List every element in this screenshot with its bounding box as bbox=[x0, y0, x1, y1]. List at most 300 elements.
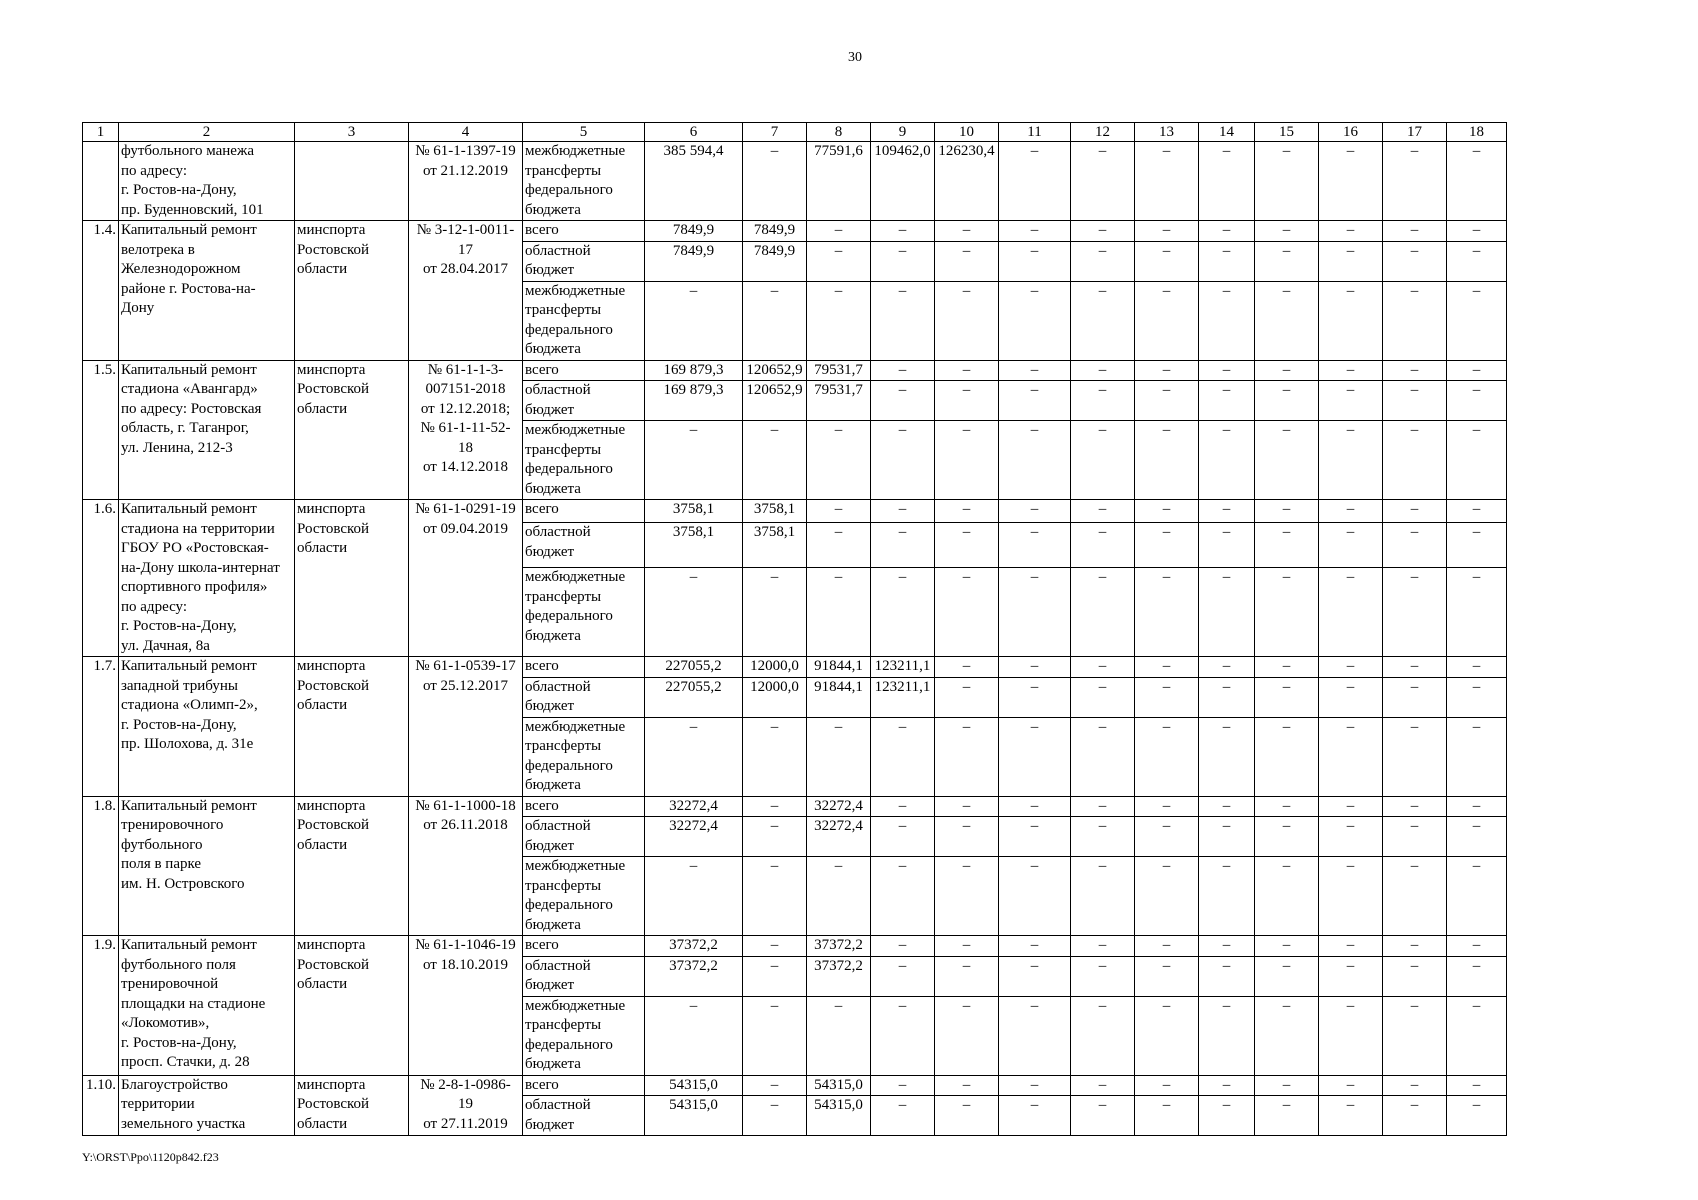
empty-value-cell: – bbox=[1319, 523, 1383, 568]
empty-value-cell: – bbox=[871, 796, 935, 817]
item-name: Капитальный ремонт велотрека в Железнодорожном районе г. Ростова-на- Дону bbox=[119, 221, 295, 361]
empty-value-cell: – bbox=[999, 717, 1071, 796]
empty-value-cell: – bbox=[1383, 523, 1447, 568]
empty-value-cell: – bbox=[1319, 796, 1383, 817]
item-number: 1.4. bbox=[83, 221, 119, 361]
empty-value-cell: – bbox=[1255, 221, 1319, 242]
column-header: 5 bbox=[523, 123, 645, 142]
value-cell: 32272,4 bbox=[807, 817, 871, 857]
empty-value-cell: – bbox=[935, 421, 999, 500]
empty-value-cell: – bbox=[935, 956, 999, 996]
column-header: 7 bbox=[743, 123, 807, 142]
empty-value-cell: – bbox=[1199, 1096, 1255, 1136]
empty-value-cell: – bbox=[1447, 857, 1507, 936]
empty-value-cell: – bbox=[1383, 360, 1447, 381]
empty-value-cell: – bbox=[999, 142, 1071, 221]
empty-value-cell: – bbox=[935, 381, 999, 421]
empty-value-cell: – bbox=[1199, 523, 1255, 568]
empty-value-cell: – bbox=[1319, 360, 1383, 381]
empty-value-cell: – bbox=[1255, 996, 1319, 1075]
empty-value-cell: – bbox=[1071, 1075, 1135, 1096]
empty-value-cell: – bbox=[1383, 657, 1447, 678]
empty-value-cell: – bbox=[1135, 796, 1199, 817]
empty-value-cell: – bbox=[1071, 657, 1135, 678]
item-document: № 61-1-0291-19 от 09.04.2019 bbox=[409, 500, 523, 657]
item-document: № 61-1-1397-19 от 21.12.2019 bbox=[409, 142, 523, 221]
funding-source: всего bbox=[523, 221, 645, 242]
empty-value-cell: – bbox=[1135, 142, 1199, 221]
column-header: 4 bbox=[409, 123, 523, 142]
empty-value-cell: – bbox=[1447, 142, 1507, 221]
empty-value-cell: – bbox=[1383, 796, 1447, 817]
empty-value-cell: – bbox=[1135, 996, 1199, 1075]
empty-value-cell: – bbox=[1383, 956, 1447, 996]
table-row bbox=[83, 1075, 1507, 1096]
column-header: 1 bbox=[83, 123, 119, 142]
empty-value-cell: – bbox=[1255, 956, 1319, 996]
column-header: 13 bbox=[1135, 123, 1199, 142]
column-header: 6 bbox=[645, 123, 743, 142]
column-header: 11 bbox=[999, 123, 1071, 142]
value-cell: 3758,1 bbox=[743, 500, 807, 523]
empty-value-cell: – bbox=[1319, 996, 1383, 1075]
empty-value-cell: – bbox=[1071, 421, 1135, 500]
value-cell: 169 879,3 bbox=[645, 381, 743, 421]
empty-value-cell: – bbox=[999, 221, 1071, 242]
empty-value-cell: – bbox=[1071, 956, 1135, 996]
empty-value-cell: – bbox=[743, 796, 807, 817]
table-row bbox=[83, 221, 1507, 242]
empty-value-cell: – bbox=[1383, 1075, 1447, 1096]
empty-value-cell: – bbox=[1071, 1096, 1135, 1136]
empty-value-cell: – bbox=[999, 956, 1071, 996]
empty-value-cell: – bbox=[807, 996, 871, 1075]
empty-value-cell: – bbox=[1071, 142, 1135, 221]
empty-value-cell: – bbox=[743, 281, 807, 360]
empty-value-cell: – bbox=[1255, 360, 1319, 381]
table-row bbox=[83, 360, 1507, 381]
empty-value-cell: – bbox=[1447, 360, 1507, 381]
empty-value-cell: – bbox=[1319, 568, 1383, 657]
empty-value-cell: – bbox=[1319, 500, 1383, 523]
empty-value-cell: – bbox=[871, 1075, 935, 1096]
empty-value-cell: – bbox=[1447, 996, 1507, 1075]
empty-value-cell: – bbox=[1319, 1075, 1383, 1096]
value-cell: 385 594,4 bbox=[645, 142, 743, 221]
item-executor bbox=[295, 142, 409, 221]
table-row bbox=[83, 500, 1507, 523]
empty-value-cell: – bbox=[807, 568, 871, 657]
empty-value-cell: – bbox=[935, 717, 999, 796]
empty-value-cell: – bbox=[1199, 857, 1255, 936]
funding-source: областной бюджет bbox=[523, 677, 645, 717]
empty-value-cell: – bbox=[1255, 142, 1319, 221]
empty-value-cell: – bbox=[1199, 1075, 1255, 1096]
value-cell: 32272,4 bbox=[645, 796, 743, 817]
value-cell: 54315,0 bbox=[807, 1075, 871, 1096]
table-row bbox=[83, 796, 1507, 817]
empty-value-cell: – bbox=[871, 381, 935, 421]
footer-file-path: Y:\ORST\Ppo\1120p842.f23 bbox=[82, 1150, 219, 1164]
funding-source: межбюджетные трансферты федерального бюджета bbox=[523, 996, 645, 1075]
empty-value-cell: – bbox=[999, 568, 1071, 657]
empty-value-cell: – bbox=[1255, 281, 1319, 360]
empty-value-cell: – bbox=[1135, 568, 1199, 657]
empty-value-cell: – bbox=[1135, 1096, 1199, 1136]
item-document: № 61-1-1000-18 от 26.11.2018 bbox=[409, 796, 523, 936]
empty-value-cell: – bbox=[743, 717, 807, 796]
item-executor: минспорта Ростовской области bbox=[295, 657, 409, 797]
empty-value-cell: – bbox=[743, 996, 807, 1075]
empty-value-cell: – bbox=[1255, 796, 1319, 817]
empty-value-cell: – bbox=[1135, 717, 1199, 796]
value-cell: 12000,0 bbox=[743, 657, 807, 678]
empty-value-cell: – bbox=[1199, 956, 1255, 996]
funding-source: областной бюджет bbox=[523, 817, 645, 857]
empty-value-cell: – bbox=[807, 281, 871, 360]
value-cell: 3758,1 bbox=[645, 523, 743, 568]
empty-value-cell: – bbox=[935, 677, 999, 717]
funding-source: всего bbox=[523, 657, 645, 678]
value-cell: 54315,0 bbox=[807, 1096, 871, 1136]
table-row bbox=[83, 657, 1507, 678]
empty-value-cell: – bbox=[807, 421, 871, 500]
item-number bbox=[83, 142, 119, 221]
empty-value-cell: – bbox=[1135, 1075, 1199, 1096]
empty-value-cell: – bbox=[1071, 241, 1135, 281]
empty-value-cell: – bbox=[1383, 568, 1447, 657]
empty-value-cell: – bbox=[999, 817, 1071, 857]
column-header: 17 bbox=[1383, 123, 1447, 142]
empty-value-cell: – bbox=[999, 500, 1071, 523]
empty-value-cell: – bbox=[1383, 142, 1447, 221]
item-number: 1.5. bbox=[83, 360, 119, 500]
empty-value-cell: – bbox=[1319, 221, 1383, 242]
empty-value-cell: – bbox=[999, 1096, 1071, 1136]
empty-value-cell: – bbox=[1319, 677, 1383, 717]
empty-value-cell: – bbox=[1255, 523, 1319, 568]
empty-value-cell: – bbox=[1135, 421, 1199, 500]
empty-value-cell: – bbox=[1447, 221, 1507, 242]
empty-value-cell: – bbox=[743, 142, 807, 221]
funding-source: областной бюджет bbox=[523, 1096, 645, 1136]
empty-value-cell: – bbox=[1135, 360, 1199, 381]
empty-value-cell: – bbox=[1447, 421, 1507, 500]
empty-value-cell: – bbox=[743, 568, 807, 657]
column-header: 2 bbox=[119, 123, 295, 142]
empty-value-cell: – bbox=[807, 241, 871, 281]
value-cell: 3758,1 bbox=[743, 523, 807, 568]
empty-value-cell: – bbox=[999, 677, 1071, 717]
item-number: 1.7. bbox=[83, 657, 119, 797]
empty-value-cell: – bbox=[1447, 717, 1507, 796]
column-header: 10 bbox=[935, 123, 999, 142]
value-cell: 126230,4 bbox=[935, 142, 999, 221]
empty-value-cell: – bbox=[1135, 677, 1199, 717]
empty-value-cell: – bbox=[1255, 677, 1319, 717]
value-cell: 123211,1 bbox=[871, 677, 935, 717]
item-document: № 3-12-1-0011- 17 от 28.04.2017 bbox=[409, 221, 523, 361]
item-executor: минспорта Ростовской области bbox=[295, 936, 409, 1076]
column-header: 12 bbox=[1071, 123, 1135, 142]
empty-value-cell: – bbox=[1447, 936, 1507, 957]
empty-value-cell: – bbox=[871, 241, 935, 281]
empty-value-cell: – bbox=[743, 936, 807, 957]
empty-value-cell: – bbox=[1199, 281, 1255, 360]
empty-value-cell: – bbox=[1447, 657, 1507, 678]
empty-value-cell: – bbox=[935, 221, 999, 242]
empty-value-cell: – bbox=[871, 523, 935, 568]
empty-value-cell: – bbox=[1199, 717, 1255, 796]
value-cell: 32272,4 bbox=[645, 817, 743, 857]
empty-value-cell: – bbox=[807, 717, 871, 796]
empty-value-cell: – bbox=[935, 281, 999, 360]
empty-value-cell: – bbox=[1447, 677, 1507, 717]
empty-value-cell: – bbox=[1199, 360, 1255, 381]
value-cell: 37372,2 bbox=[807, 936, 871, 957]
empty-value-cell: – bbox=[1383, 717, 1447, 796]
column-header: 15 bbox=[1255, 123, 1319, 142]
empty-value-cell: – bbox=[1199, 568, 1255, 657]
column-header: 9 bbox=[871, 123, 935, 142]
empty-value-cell: – bbox=[1135, 500, 1199, 523]
funding-source: областной бюджет bbox=[523, 956, 645, 996]
empty-value-cell: – bbox=[1071, 381, 1135, 421]
empty-value-cell: – bbox=[1199, 817, 1255, 857]
empty-value-cell: – bbox=[1319, 421, 1383, 500]
empty-value-cell: – bbox=[1447, 241, 1507, 281]
empty-value-cell: – bbox=[935, 360, 999, 381]
empty-value-cell: – bbox=[1071, 281, 1135, 360]
item-executor: минспорта Ростовской области bbox=[295, 796, 409, 936]
empty-value-cell: – bbox=[1199, 241, 1255, 281]
value-cell: 120652,9 bbox=[743, 360, 807, 381]
item-name: футбольного манежа по адресу: г. Ростов-на-Дону, пр. Буденновский, 101 bbox=[119, 142, 295, 221]
table-row bbox=[83, 142, 1507, 221]
empty-value-cell: – bbox=[999, 281, 1071, 360]
empty-value-cell: – bbox=[1135, 936, 1199, 957]
empty-value-cell: – bbox=[999, 1075, 1071, 1096]
value-cell: 227055,2 bbox=[645, 657, 743, 678]
empty-value-cell: – bbox=[871, 936, 935, 957]
empty-value-cell: – bbox=[1071, 568, 1135, 657]
item-executor: минспорта Ростовской области bbox=[295, 360, 409, 500]
item-document: № 2-8-1-0986- 19 от 27.11.2019 bbox=[409, 1075, 523, 1136]
empty-value-cell: – bbox=[871, 221, 935, 242]
empty-value-cell: – bbox=[1319, 241, 1383, 281]
empty-value-cell: – bbox=[743, 817, 807, 857]
funding-source: областной бюджет bbox=[523, 523, 645, 568]
empty-value-cell: – bbox=[1255, 421, 1319, 500]
empty-value-cell: – bbox=[1199, 796, 1255, 817]
empty-value-cell: – bbox=[871, 817, 935, 857]
empty-value-cell: – bbox=[743, 1096, 807, 1136]
item-number: 1.8. bbox=[83, 796, 119, 936]
empty-value-cell: – bbox=[807, 500, 871, 523]
empty-value-cell: – bbox=[1319, 142, 1383, 221]
empty-value-cell: – bbox=[645, 717, 743, 796]
value-cell: 7849,9 bbox=[645, 241, 743, 281]
item-document: № 61-1-1-3- 007151-2018 от 12.12.2018; № 61-1-11-52- 18 от 14.12.2018 bbox=[409, 360, 523, 500]
empty-value-cell: – bbox=[1319, 817, 1383, 857]
empty-value-cell: – bbox=[1255, 657, 1319, 678]
empty-value-cell: – bbox=[1199, 500, 1255, 523]
empty-value-cell: – bbox=[1071, 677, 1135, 717]
empty-value-cell: – bbox=[1255, 857, 1319, 936]
empty-value-cell: – bbox=[743, 956, 807, 996]
empty-value-cell: – bbox=[1135, 817, 1199, 857]
empty-value-cell: – bbox=[871, 500, 935, 523]
empty-value-cell: – bbox=[935, 523, 999, 568]
column-header: 16 bbox=[1319, 123, 1383, 142]
empty-value-cell: – bbox=[1447, 281, 1507, 360]
empty-value-cell: – bbox=[1199, 381, 1255, 421]
value-cell: 91844,1 bbox=[807, 677, 871, 717]
empty-value-cell: – bbox=[1135, 381, 1199, 421]
empty-value-cell: – bbox=[1383, 817, 1447, 857]
empty-value-cell: – bbox=[1135, 523, 1199, 568]
funding-source: межбюджетные трансферты федерального бюджета bbox=[523, 281, 645, 360]
empty-value-cell: – bbox=[1255, 241, 1319, 281]
empty-value-cell: – bbox=[1071, 221, 1135, 242]
empty-value-cell: – bbox=[1071, 857, 1135, 936]
empty-value-cell: – bbox=[1447, 1075, 1507, 1096]
empty-value-cell: – bbox=[1383, 241, 1447, 281]
empty-value-cell: – bbox=[871, 857, 935, 936]
empty-value-cell: – bbox=[1135, 281, 1199, 360]
empty-value-cell: – bbox=[1447, 1096, 1507, 1136]
column-header-row bbox=[83, 123, 1507, 142]
empty-value-cell: – bbox=[1199, 996, 1255, 1075]
empty-value-cell: – bbox=[1447, 568, 1507, 657]
empty-value-cell: – bbox=[935, 1075, 999, 1096]
empty-value-cell: – bbox=[999, 857, 1071, 936]
empty-value-cell: – bbox=[1135, 241, 1199, 281]
empty-value-cell: – bbox=[999, 657, 1071, 678]
empty-value-cell: – bbox=[1199, 936, 1255, 957]
empty-value-cell: – bbox=[1199, 142, 1255, 221]
item-name: Капитальный ремонт западной трибуны стадиона «Олимп-2», г. Ростов-на-Дону, пр. Шолохова, д. 31е bbox=[119, 657, 295, 797]
value-cell: 54315,0 bbox=[645, 1075, 743, 1096]
funding-source: областной бюджет bbox=[523, 381, 645, 421]
item-name: Капитальный ремонт тренировочного футбольного поля в парке им. Н. Островского bbox=[119, 796, 295, 936]
empty-value-cell: – bbox=[871, 996, 935, 1075]
empty-value-cell: – bbox=[1255, 500, 1319, 523]
empty-value-cell: – bbox=[935, 657, 999, 678]
empty-value-cell: – bbox=[871, 360, 935, 381]
empty-value-cell: – bbox=[1071, 500, 1135, 523]
empty-value-cell: – bbox=[935, 1096, 999, 1136]
item-executor: минспорта Ростовской области bbox=[295, 500, 409, 657]
empty-value-cell: – bbox=[1319, 956, 1383, 996]
empty-value-cell: – bbox=[1071, 523, 1135, 568]
empty-value-cell: – bbox=[1319, 381, 1383, 421]
empty-value-cell: – bbox=[1319, 1096, 1383, 1136]
value-cell: 79531,7 bbox=[807, 360, 871, 381]
funding-source: межбюджетные трансферты федерального бюджета bbox=[523, 568, 645, 657]
empty-value-cell: – bbox=[1255, 381, 1319, 421]
item-name: Благоустройство территории земельного участка bbox=[119, 1075, 295, 1136]
empty-value-cell: – bbox=[1383, 381, 1447, 421]
value-cell: 7849,9 bbox=[645, 221, 743, 242]
table-body bbox=[83, 142, 1507, 1136]
empty-value-cell: – bbox=[1319, 936, 1383, 957]
item-name: Капитальный ремонт стадиона «Авангард» по адресу: Ростовская область, г. Таганрог, ул. Ленина, 212-3 bbox=[119, 360, 295, 500]
empty-value-cell: – bbox=[1255, 936, 1319, 957]
empty-value-cell: – bbox=[1071, 817, 1135, 857]
empty-value-cell: – bbox=[871, 1096, 935, 1136]
empty-value-cell: – bbox=[743, 857, 807, 936]
empty-value-cell: – bbox=[935, 796, 999, 817]
empty-value-cell: – bbox=[743, 1075, 807, 1096]
funding-source: всего bbox=[523, 936, 645, 957]
funding-source: межбюджетные трансферты федерального бюджета bbox=[523, 857, 645, 936]
empty-value-cell: – bbox=[999, 796, 1071, 817]
empty-value-cell: – bbox=[1135, 657, 1199, 678]
value-cell: 123211,1 bbox=[871, 657, 935, 678]
empty-value-cell: – bbox=[999, 996, 1071, 1075]
value-cell: 7849,9 bbox=[743, 221, 807, 242]
empty-value-cell: – bbox=[807, 523, 871, 568]
empty-value-cell: – bbox=[1383, 500, 1447, 523]
empty-value-cell: – bbox=[1447, 523, 1507, 568]
empty-value-cell: – bbox=[1071, 717, 1135, 796]
empty-value-cell: – bbox=[807, 857, 871, 936]
empty-value-cell: – bbox=[935, 936, 999, 957]
value-cell: 7849,9 bbox=[743, 241, 807, 281]
empty-value-cell: – bbox=[999, 241, 1071, 281]
column-header: 8 bbox=[807, 123, 871, 142]
empty-value-cell: – bbox=[1447, 956, 1507, 996]
empty-value-cell: – bbox=[1255, 717, 1319, 796]
empty-value-cell: – bbox=[1255, 1096, 1319, 1136]
empty-value-cell: – bbox=[1383, 421, 1447, 500]
item-executor: минспорта Ростовской области bbox=[295, 221, 409, 361]
value-cell: 227055,2 bbox=[645, 677, 743, 717]
funding-source: межбюджетные трансферты федерального бюджета bbox=[523, 142, 645, 221]
funding-table bbox=[82, 122, 1507, 1136]
funding-source: всего bbox=[523, 500, 645, 523]
empty-value-cell: – bbox=[1199, 657, 1255, 678]
empty-value-cell: – bbox=[645, 568, 743, 657]
value-cell: 120652,9 bbox=[743, 381, 807, 421]
funding-source: межбюджетные трансферты федерального бюджета bbox=[523, 421, 645, 500]
table-row bbox=[83, 936, 1507, 957]
empty-value-cell: – bbox=[1071, 996, 1135, 1075]
column-header: 14 bbox=[1199, 123, 1255, 142]
empty-value-cell: – bbox=[1071, 936, 1135, 957]
funding-source: всего bbox=[523, 1075, 645, 1096]
empty-value-cell: – bbox=[1319, 657, 1383, 678]
empty-value-cell: – bbox=[999, 936, 1071, 957]
empty-value-cell: – bbox=[645, 421, 743, 500]
empty-value-cell: – bbox=[935, 241, 999, 281]
value-cell: 109462,0 bbox=[871, 142, 935, 221]
value-cell: 3758,1 bbox=[645, 500, 743, 523]
value-cell: 77591,6 bbox=[807, 142, 871, 221]
empty-value-cell: – bbox=[807, 221, 871, 242]
empty-value-cell: – bbox=[1383, 677, 1447, 717]
item-number: 1.10. bbox=[83, 1075, 119, 1136]
item-executor: минспорта Ростовской области bbox=[295, 1075, 409, 1136]
empty-value-cell: – bbox=[743, 421, 807, 500]
value-cell: 169 879,3 bbox=[645, 360, 743, 381]
empty-value-cell: – bbox=[1319, 717, 1383, 796]
empty-value-cell: – bbox=[871, 421, 935, 500]
value-cell: 37372,2 bbox=[645, 936, 743, 957]
empty-value-cell: – bbox=[999, 381, 1071, 421]
empty-value-cell: – bbox=[935, 568, 999, 657]
